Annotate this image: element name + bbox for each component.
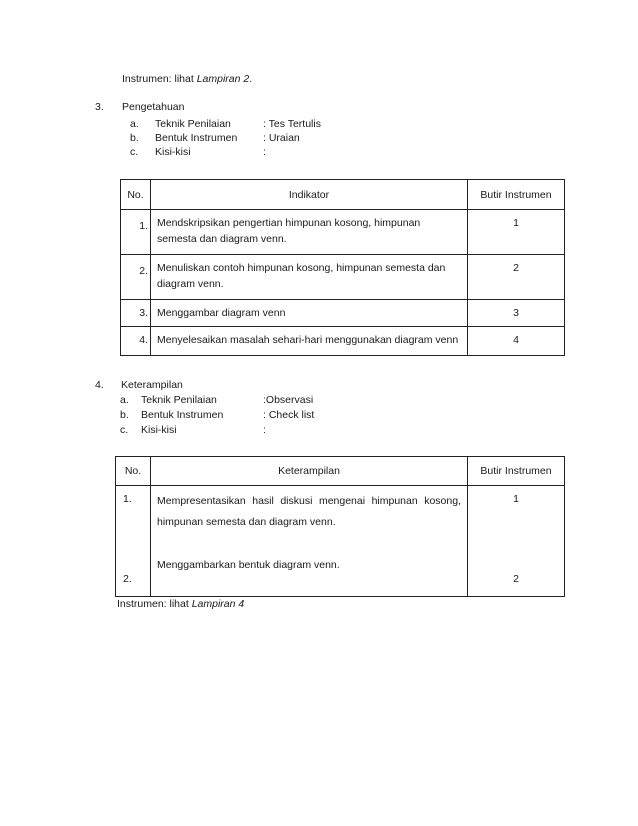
row-text: Menyelesaikan masalah sehari-hari menggunakan diagram venn	[151, 327, 468, 356]
row-no: 1.	[121, 210, 151, 255]
section3-item-a-value: : Tes Tertulis	[263, 118, 321, 130]
section3-number: 3.	[95, 101, 104, 113]
header-butir: Butir Instrumen	[468, 457, 565, 486]
row-text: Menuliskan contoh himpunan kosong, himpunan semesta dan diagram venn.	[151, 255, 468, 300]
table-row	[121, 255, 565, 300]
row-butir: 4	[468, 327, 565, 356]
row-butir-1: 1	[513, 493, 519, 505]
table-row	[116, 486, 565, 597]
header-keterampilan: Keterampilan	[151, 457, 468, 486]
section3-item-b-label: Bentuk Instrumen	[155, 132, 238, 144]
row-text: Menggambar diagram venn	[151, 300, 468, 327]
section4-item-b-letter: b.	[120, 409, 129, 421]
section3-title: Pengetahuan	[122, 101, 185, 113]
section4-item-c-letter: c.	[120, 424, 129, 436]
section3-item-c-letter: c.	[130, 146, 139, 158]
section3-item-a-letter: a.	[130, 118, 139, 130]
top-note-suffix: .	[249, 73, 253, 85]
section4-item-c-value: :	[263, 424, 266, 436]
bottom-note-ref: Lampiran 4	[191, 598, 245, 610]
section4-item-a-value: :Observasi	[263, 394, 314, 406]
row-no	[116, 486, 151, 597]
table-header-row	[116, 457, 565, 486]
section4-title: Keterampilan	[121, 379, 183, 391]
section4-item-b-value: : Check list	[263, 409, 315, 421]
row-text	[151, 486, 468, 597]
top-note-prefix: Instrumen: lihat	[122, 73, 197, 85]
top-note-ref: Lampiran 2	[196, 73, 250, 85]
row-butir	[468, 486, 565, 597]
row-butir: 1	[468, 210, 565, 255]
row-no-2: 2.	[123, 573, 132, 585]
table-row	[121, 210, 565, 255]
table-row	[121, 300, 565, 327]
row-text: Mendskripsikan pengertian himpunan kosong, himpunan semesta dan diagram venn.	[151, 210, 468, 255]
table-header-row	[121, 180, 565, 210]
header-no: No.	[116, 457, 151, 486]
row-no-1: 1.	[123, 493, 132, 505]
section4-skill-table	[115, 456, 565, 597]
row-no: 2.	[121, 255, 151, 300]
table-row	[121, 327, 565, 356]
header-indikator: Indikator	[151, 180, 468, 210]
row-text-1: Mempresentasikan hasil diskusi mengenai himpunan kosong, himpunan semesta dan diagram venn.	[157, 495, 461, 528]
section4-item-b-label: Bentuk Instrumen	[141, 409, 224, 421]
bottom-instrument-note	[117, 598, 244, 610]
section4-item-a-label: Teknik Penilaian	[141, 394, 217, 406]
section4-item-a-letter: a.	[120, 394, 129, 406]
section3-item-c-label: Kisi-kisi	[155, 146, 191, 158]
section3-item-c-value: :	[263, 146, 266, 158]
section4-number: 4.	[95, 379, 104, 391]
section3-item-a-label: Teknik Penilaian	[155, 118, 231, 130]
section4-item-c-label: Kisi-kisi	[141, 424, 177, 436]
top-instrument-note	[122, 73, 252, 85]
section3-item-b-letter: b.	[130, 132, 139, 144]
section3-indicator-table	[120, 179, 565, 356]
row-no: 4.	[121, 327, 151, 356]
row-text-2: Menggambarkan bentuk diagram venn.	[157, 559, 340, 571]
row-butir-2: 2	[513, 573, 519, 585]
row-no: 3.	[121, 300, 151, 327]
header-no: No.	[121, 180, 151, 210]
section3-item-b-value: : Uraian	[263, 132, 300, 144]
header-butir: Butir Instrumen	[468, 180, 565, 210]
row-butir: 3	[468, 300, 565, 327]
bottom-note-prefix: Instrumen: lihat	[117, 598, 192, 610]
row-butir: 2	[468, 255, 565, 300]
